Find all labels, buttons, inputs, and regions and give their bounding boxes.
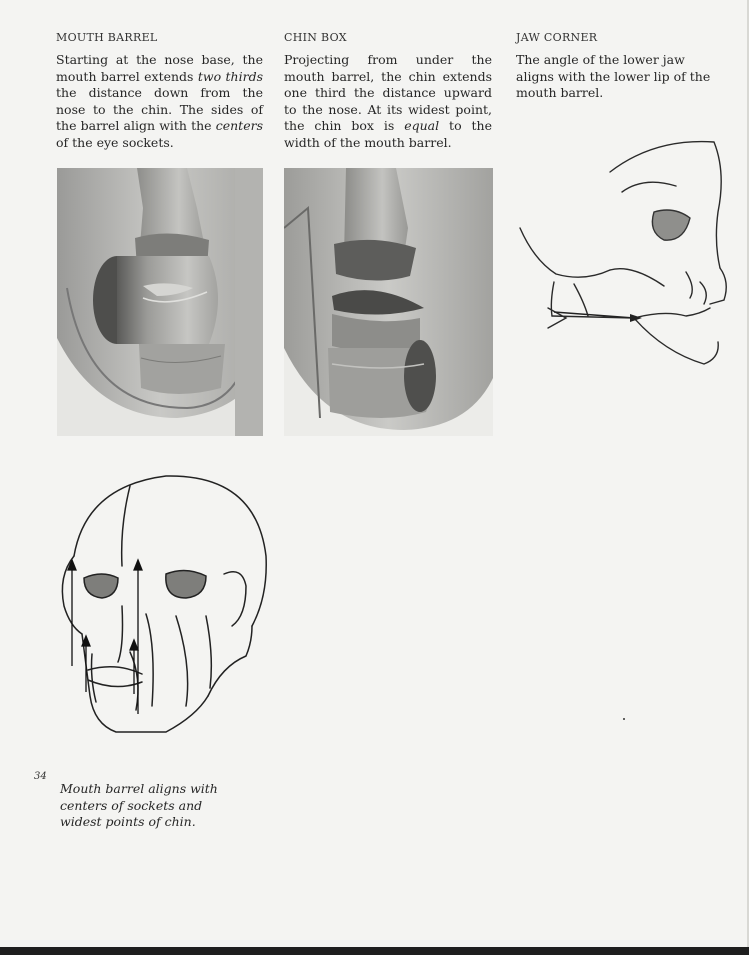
jaw-corner-sketch [514,132,746,374]
mouth-barrel-heading: MOUTH BARREL [56,31,158,44]
jaw-corner-heading: JAW CORNER [516,31,598,44]
caption-line-1: Mouth barrel aligns with [60,781,218,796]
page-speck [623,718,625,720]
mouth-barrel-photo [57,168,263,436]
figure-caption [60,781,260,831]
jaw-corner-text: The angle of the lower jaw aligns with the lower lip of the mouth barrel. [516,52,711,100]
jaw-corner-column [516,31,724,102]
caption-line-3: widest points of chin. [60,814,196,829]
page-number: 34 [34,771,47,782]
chin-box-heading: CHIN BOX [284,31,347,44]
chin-box-column [284,31,492,151]
chin-box-text: Projecting from under the mouth barrel, the chin extends one third the distance upward to the nose. At its widest point, the chin box is equal to the width of the mouth barrel. [284,52,492,150]
mouth-barrel-column [56,31,263,151]
head-alignment-sketch [46,466,272,744]
chin-box-photo [284,168,493,436]
mouth-barrel-text: Starting at the nose base, the mouth barrel extends two thirds the distance down from the nose to the chin. The sides of the barrel align with the centers of the eye sockets. [56,52,263,150]
caption-line-2: centers of sockets and [60,797,203,813]
viewer-bottom-bar [0,947,749,955]
